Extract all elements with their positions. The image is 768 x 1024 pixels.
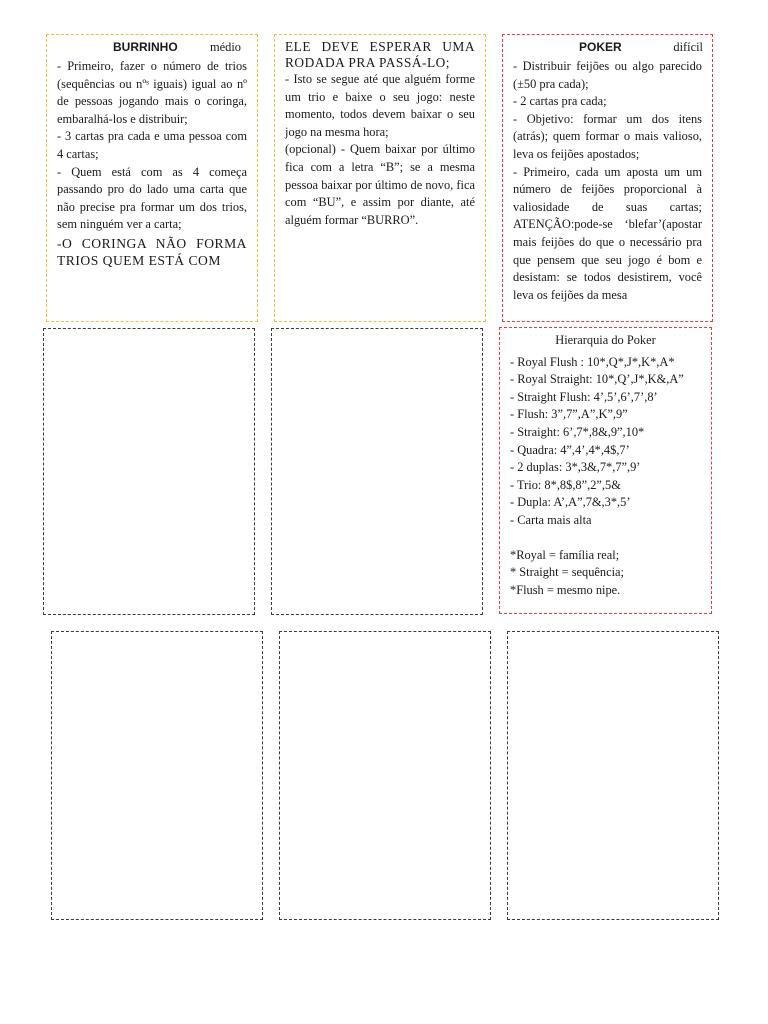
difficulty-label: médio — [210, 40, 241, 54]
hand-ranking-item: - Royal Flush : 10*,Q*,J*,K*,A* — [510, 354, 675, 369]
rule-paragraph: - Distribuir feijões ou algo parecido (±50 pra cada); — [513, 59, 702, 91]
blank-card — [43, 328, 255, 615]
difficulty-label: difícil — [673, 40, 703, 54]
hand-ranking-list — [510, 354, 701, 530]
card-poker — [502, 34, 713, 322]
glossary-note: *Flush = mesmo nipe. — [510, 582, 621, 597]
card-burrinho — [46, 34, 258, 322]
blank-card — [51, 631, 263, 920]
rule-paragraph: - 3 cartas pra cada e uma pessoa com 4 cartas; — [57, 129, 247, 161]
rule-paragraph: - 2 cartas pra cada; — [513, 94, 607, 109]
hand-ranking-item: - Dupla: A’,A”,7&,3*,5’ — [510, 495, 631, 510]
rule-paragraph: (opcional) - Quem baixar por último fica com a letra “B”; se a mesma pessoa baixar por último de novo, fica com “BU”, e assim por diante, até alguém formar “BURRO”. — [285, 142, 475, 227]
rule-warning: -O CORINGA NÃO FORMA TRIOS QUEM ESTÁ COM — [57, 235, 247, 268]
hierarchy-title: Hierarquia do Poker — [555, 333, 656, 347]
rule-warning-continued: ELE DEVE ESPERAR UMA RODADA PRA PASSÁ-LO; — [285, 39, 475, 70]
rule-paragraph: - Objetivo: formar um dos itens (atrás); quem formar o mais valioso, leva os feijões apostados; — [513, 111, 702, 161]
blank-card — [507, 631, 719, 920]
rule-paragraph: - Primeiro, fazer o número de trios (sequências ou nºˢ iguais) igual ao nº de pessoas jogando mais o coringa, embaralhá-los e distribuir; — [57, 59, 247, 126]
hand-ranking-item: - Quadra: 4”,4’,4*,4$,7’ — [510, 442, 630, 457]
blank-card — [279, 631, 491, 920]
card-header — [57, 38, 247, 55]
hand-ranking-item: - Carta mais alta — [510, 512, 592, 527]
card-poker-hierarchy — [499, 327, 712, 614]
rule-paragraph: - Isto se segue até que alguém forme um trio e baixe o seu jogo: neste momento, todos devem baixar o seu jogo na mesma hora; — [285, 72, 475, 139]
hand-ranking-item: - Straight Flush: 4’,5’,6’,7’,8’ — [510, 389, 658, 404]
card-burrinho-continued — [274, 34, 486, 322]
rule-paragraph: - Quem está com as 4 começa passando pro do lado uma carta que não precise pra formar um dos trios, sem ninguém ver a carta; — [57, 164, 247, 232]
glossary-note: * Straight = sequência; — [510, 565, 625, 580]
card-header — [513, 38, 702, 55]
hand-ranking-item: - Trio: 8*,8$,8”,2”,5& — [510, 477, 621, 492]
hand-ranking-item: - 2 duplas: 3*,3&,7*,7”,9’ — [510, 460, 641, 475]
blank-card — [271, 328, 483, 615]
game-title: POKER — [579, 40, 622, 54]
rule-paragraph: - Primeiro, cada um aposta um um número de feijões proporcional à valiosidade de suas cartas; ATENÇÃO:pode-se ‘blefar’(apostar mais feijões do que o necessário pra que pensem que seu jogo é bom e desistam: se todos desistirem, você leva os feijões da mesa — [513, 164, 702, 302]
game-title: BURRINHO — [113, 40, 178, 54]
hand-ranking-item: - Royal Straight: 10*,Q’,J*,K&,A” — [510, 372, 684, 387]
hand-ranking-item: - Straight: 6’,7*,8&,9”,10* — [510, 424, 645, 439]
hand-ranking-item: - Flush: 3”,7”,A”,K”,9” — [510, 407, 628, 422]
glossary-notes — [510, 547, 701, 600]
glossary-note: *Royal = família real; — [510, 547, 620, 562]
